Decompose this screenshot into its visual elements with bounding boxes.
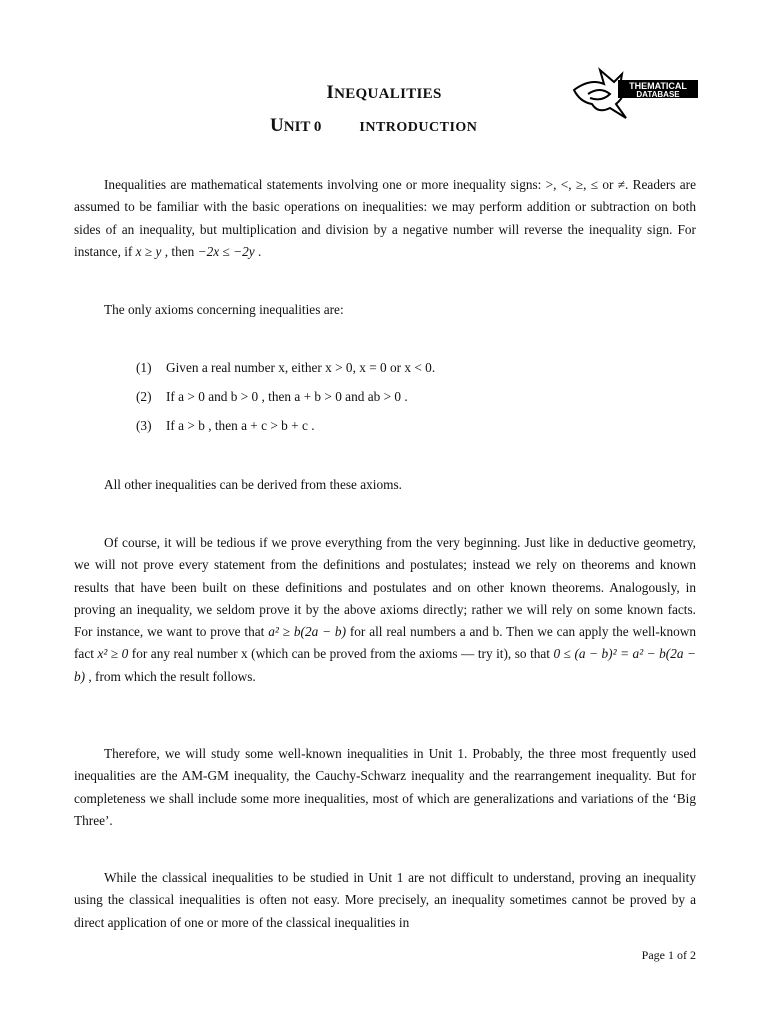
p4-text-a: Of course, it will be tedious if we prove everything from the very beginning. Just like in deductive geometry, we will not prove every statement from the definitions and postulates; instead we rely on theorems and known results that have been built on these definitions and postulates and on other known theorems. Analogously, in proving an inequality, we seldom prove it by the above axioms directly; rather we will rely on some known facts. For instance, we want to prove that bbox=[74, 535, 696, 640]
p4-text-d: , from which the result follows. bbox=[85, 668, 256, 684]
p4-math-3: 0 ≤ (a − b)² = a² − b(2a − b) bbox=[74, 646, 697, 684]
paragraph-4 bbox=[74, 532, 696, 688]
p1-math-1: x ≥ y bbox=[135, 243, 162, 259]
p4-text-c: for any real number x (which can be proved from the axioms — try it), so that bbox=[128, 646, 554, 662]
p1-text-c: . bbox=[254, 243, 262, 259]
p5-text: Therefore, we will study some well-known inequalities in Unit 1. Probably, the three most frequently used inequalities are the AM-GM inequality, the Cauchy-Schwarz inequality and the rearrangement inequality. But for completeness we shall include some more inequalities, most of which are generalizations and variations of the ‘Big Three’. bbox=[74, 746, 696, 828]
p6-text: While the classical inequalities to be studied in Unit 1 are not difficult to understand, proving an inequality using the classical inequalities is often not easy. More precisely, an inequality sometimes cannot be proved by a direct application of one or more of the classical inequalities in bbox=[74, 870, 696, 930]
title-rest: NEQUALITIES bbox=[334, 86, 442, 102]
unit-heading bbox=[270, 115, 477, 137]
paragraph-6 bbox=[74, 867, 696, 934]
axiom-3 bbox=[136, 416, 315, 436]
axiom-3-number: (3) bbox=[136, 418, 152, 433]
title-initial: I bbox=[326, 82, 335, 103]
paragraph-1 bbox=[74, 174, 696, 263]
p2-text: The only axioms concerning inequalities are: bbox=[104, 302, 344, 317]
axiom-2-number: (2) bbox=[136, 389, 152, 404]
axiom-3-text: If a > b , then a + c > b + c . bbox=[166, 418, 315, 433]
mathematical-database-logo bbox=[570, 64, 700, 122]
paragraph-5 bbox=[74, 743, 696, 832]
axiom-1-text: Given a real number x, either x > 0, x = 0 or x < 0. bbox=[166, 360, 436, 375]
unit-intro: INTRODUCTION bbox=[359, 120, 478, 135]
axiom-2-text: If a > 0 and b > 0 , then a + b > 0 and ab > 0 . bbox=[166, 389, 408, 404]
p1-math-2: −2x ≤ −2y bbox=[197, 243, 255, 259]
unit-rest: NIT 0 bbox=[283, 119, 322, 135]
axiom-2 bbox=[136, 387, 408, 407]
paragraph-2 bbox=[74, 299, 696, 321]
unit-initial: U bbox=[270, 115, 284, 136]
p4-text-b: for all real numbers a and b. Then we can apply the well-known fact bbox=[74, 624, 696, 662]
logo-text-top: THEMATICAL bbox=[629, 81, 687, 91]
axiom-1-number: (1) bbox=[136, 360, 152, 375]
axiom-1 bbox=[136, 358, 435, 378]
p3-text: All other inequalities can be derived from these axioms. bbox=[104, 477, 402, 492]
paragraph-3 bbox=[74, 474, 696, 496]
p4-math-1: a² ≥ b(2a − b) bbox=[268, 624, 346, 640]
p4-math-2: x² ≥ 0 bbox=[97, 646, 129, 662]
p1-text-a: Inequalities are mathematical statements involving one or more inequality signs: >, <, ≥, ≤ or ≠. Readers are assumed to be familiar with the basic operations on inequalities: we may perform addition or subtraction on both sides of an inequality, but multiplication and division by a negative number will reverse the inequality sign. For instance, if bbox=[74, 177, 696, 259]
logo-text-bottom: DATABASE bbox=[636, 90, 680, 99]
page-number: Page 1 of 2 bbox=[641, 948, 696, 962]
p1-text-b: , then bbox=[161, 243, 198, 259]
